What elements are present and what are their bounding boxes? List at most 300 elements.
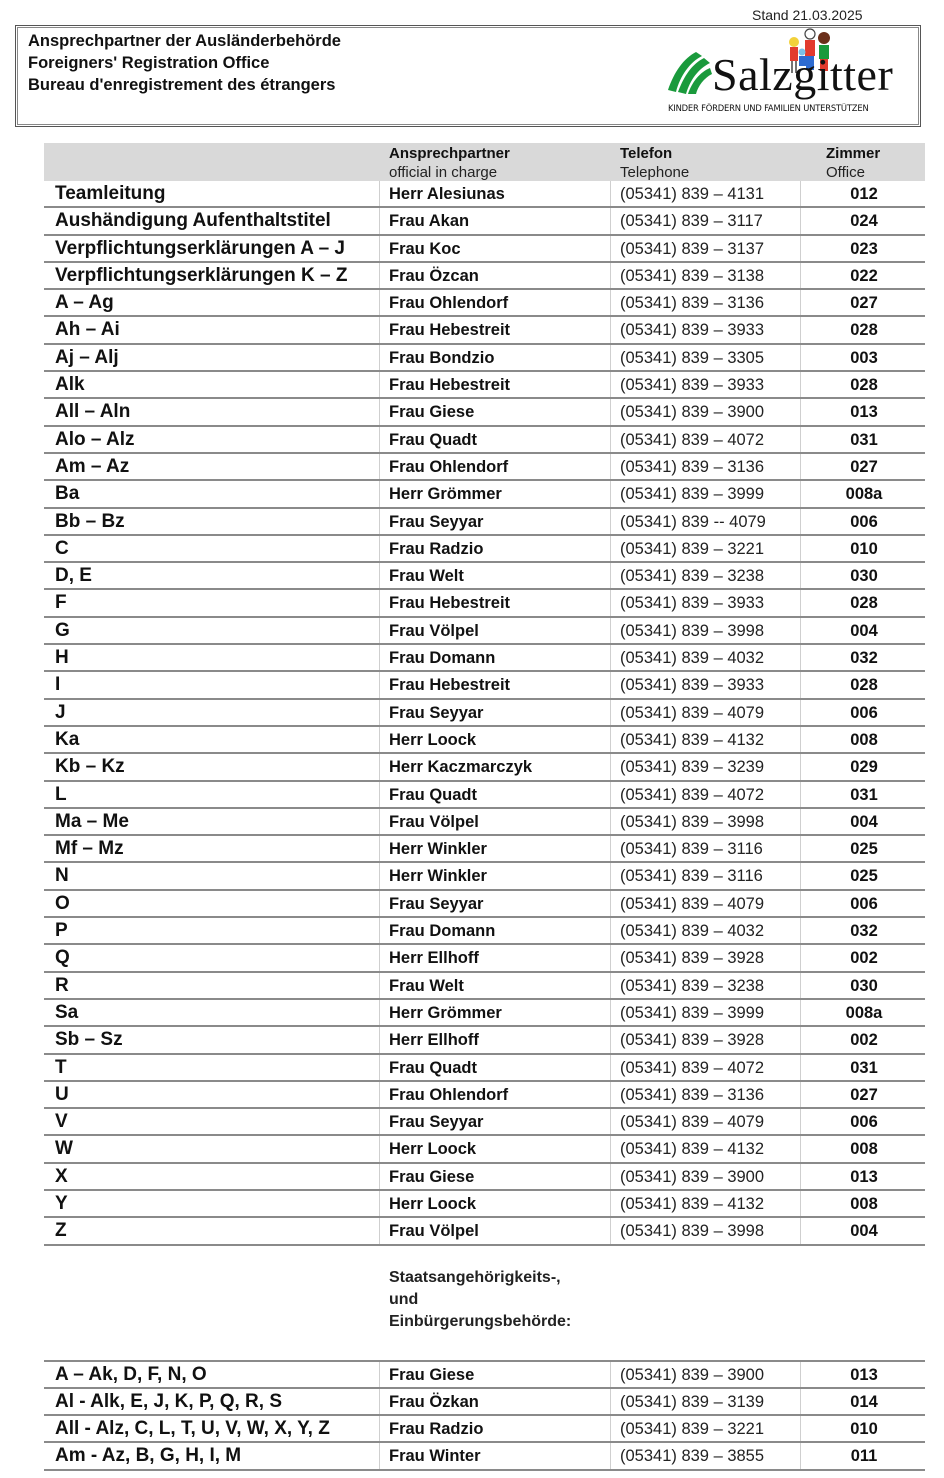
row-label: Verpflichtungserklärungen K – Z [55,264,348,286]
contact-name: Frau Hebestreit [389,376,511,395]
row-label: H [55,647,69,669]
row-label: Ba [55,483,80,505]
column-divider [800,1082,801,1107]
column-divider [800,317,801,342]
row-label: F [55,592,67,614]
room-number: 011 [850,1447,878,1466]
column-divider [610,945,611,970]
contact-name: Herr Loock [389,1140,477,1159]
table-row [44,1000,925,1027]
row-label: Q [55,947,70,969]
phone-number[interactable]: (05341) 839 – 3221 [620,539,765,558]
row-label: L [55,783,67,805]
column-divider [379,1000,380,1025]
row-label: Sa [55,1001,79,1023]
contact-name: Frau Welt [389,567,464,586]
table-row [44,645,925,672]
section2-table-body [44,1362,925,1471]
room-number: 014 [850,1392,878,1411]
table-row [44,836,925,863]
table-row [44,863,925,890]
column-divider [379,481,380,506]
phone-number[interactable]: (05341) 839 – 3238 [620,567,765,586]
column-divider [800,372,801,397]
contact-name: Frau Ohlendorf [389,457,509,476]
column-divider [800,1027,801,1052]
column-divider [610,290,611,315]
column-divider [610,1191,611,1216]
column-divider [800,836,801,861]
section2-title-line: Staatsangehörigkeits-, [389,1268,561,1286]
column-divider [610,891,611,916]
room-number: 027 [850,457,878,476]
column-divider [610,372,611,397]
phone-number[interactable]: (05341) 839 – 3933 [620,676,765,695]
phone-number[interactable]: (05341) 839 – 3117 [620,212,763,231]
row-label: V [55,1111,68,1133]
column-divider [800,590,801,615]
contact-name: Frau Akan [389,212,470,231]
logo-wordmark: Salzgitter [712,49,894,100]
room-number: 031 [850,1058,878,1077]
row-label: Am – Az [55,455,130,477]
column-divider [379,536,380,561]
table-row [44,1055,925,1082]
column-divider [610,481,611,506]
column-divider [379,454,380,479]
column-divider [800,945,801,970]
row-label: A – Ak, D, F, N, O [55,1363,207,1385]
column-divider [379,208,380,233]
column-divider [379,618,380,643]
column-divider [379,754,380,779]
table-row [44,973,925,1000]
column-divider [610,208,611,233]
column-divider [379,1164,380,1189]
row-label: I [55,674,61,696]
room-number: 031 [850,785,878,804]
contact-name: Frau Völpel [389,621,479,640]
column-divider [610,317,611,342]
row-label: Alo – Alz [55,428,135,450]
row-label: Teamleitung [55,183,166,204]
contact-name: Frau Hebestreit [389,321,511,340]
row-label: W [55,1138,73,1160]
column-divider [610,399,611,424]
phone-number[interactable]: (05341) 839 – 3136 [620,294,765,313]
table-row [44,945,925,972]
column-divider [610,1362,611,1387]
row-label: Bb – Bz [55,510,125,532]
green-stripes-icon [666,50,712,94]
column-divider [800,782,801,807]
room-number: 004 [850,621,878,640]
phone-number[interactable]: (05341) 839 – 3305 [620,348,765,367]
contact-name: Frau Bondzio [389,348,495,367]
room-number: 008a [845,1003,883,1022]
phone-number[interactable]: (05341) 839 – 3855 [620,1447,765,1466]
phone-number[interactable]: (05341) 839 – 4132 [620,1140,765,1159]
phone-number[interactable]: (05341) 839 – 3221 [620,1420,765,1439]
column-divider [379,700,380,725]
phone-number[interactable]: (05341) 839 – 4032 [620,922,765,941]
room-number: 028 [850,376,878,395]
contact-name: Frau Koc [389,239,461,258]
contact-name: Herr Alesiunas [389,185,505,203]
column-divider [610,836,611,861]
column-divider [610,590,611,615]
table-body [44,181,925,1246]
table-row [44,754,925,781]
room-number: 010 [850,539,878,558]
room-number: 032 [850,922,878,941]
row-label: All - Alz, C, L, T, U, V, W, X, Y, Z [55,1418,330,1440]
row-label: Al - Alk, E, J, K, P, Q, R, S [55,1390,283,1412]
contact-name: Frau Ohlendorf [389,1085,509,1104]
column-divider [379,1055,380,1080]
contact-name: Herr Loock [389,730,477,749]
table-row [44,454,925,481]
phone-number[interactable]: (05341) 839 – 4072 [620,430,765,449]
column-header-phone [620,144,689,182]
phone-number[interactable]: (05341) 839 – 3900 [620,403,765,422]
table-row [44,427,925,454]
room-number: 008 [850,730,878,749]
row-label: Ma – Me [55,810,129,832]
column-divider [800,236,801,261]
column-divider [800,1218,801,1243]
room-number: 006 [850,894,878,913]
phone-number[interactable]: (05341) 839 – 3999 [620,1003,765,1022]
column-header-room [826,144,880,182]
contacts-table [44,143,925,1471]
table-header [44,143,925,181]
column-divider [800,1109,801,1134]
row-label: Y [55,1192,68,1214]
contact-name: Frau Ohlendorf [389,294,509,313]
room-number: 025 [850,840,878,859]
contact-name: Frau Völpel [389,812,479,831]
column-divider [800,481,801,506]
column-divider [800,181,801,206]
row-label: Kb – Kz [55,756,125,778]
room-number: 024 [850,212,878,231]
column-divider [610,536,611,561]
column-divider [800,1443,801,1468]
column-divider [610,1136,611,1161]
section2-title-line: und [389,1290,419,1308]
column-divider [800,863,801,888]
column-header-phone-de: Telefon [620,145,673,162]
contact-name: Herr Grömmer [389,1003,502,1022]
column-divider [610,973,611,998]
column-header-room-en: Office [826,164,865,181]
table-row [44,372,925,399]
column-divider [610,918,611,943]
column-divider [800,290,801,315]
column-divider [800,618,801,643]
column-divider [379,236,380,261]
phone-number[interactable]: (05341) 839 – 4032 [620,649,765,668]
room-number: 006 [850,1113,878,1132]
row-label: R [55,974,69,996]
column-divider [379,317,380,342]
row-label: Sb – Sz [55,1029,123,1051]
phone-number[interactable]: (05341) 839 – 4131 [620,185,765,203]
row-label: J [55,701,66,723]
title-german: Ansprechpartner der Ausländerbehörde [28,32,341,50]
column-divider [800,263,801,288]
column-divider [800,1389,801,1414]
phone-number[interactable]: (05341) 839 – 3137 [620,239,765,258]
column-divider [800,399,801,424]
column-divider [800,891,801,916]
room-number: 002 [850,1031,878,1050]
column-divider [610,1416,611,1441]
table-row [44,590,925,617]
contact-name: Frau Quadt [389,430,478,449]
table-row [44,1191,925,1218]
stand-date: Stand 21.03.2025 [752,7,863,23]
phone-number[interactable]: (05341) 839 – 3238 [620,976,765,995]
column-divider [610,1055,611,1080]
column-header-contact-de: Ansprechpartner [389,145,510,162]
column-divider [800,536,801,561]
phone-number[interactable]: (05341) 839 – 3136 [620,457,765,476]
phone-number[interactable]: (05341) 839 – 3900 [620,1167,765,1186]
title-french: Bureau d'enregistrement des étrangers [28,76,336,94]
room-number: 030 [850,976,878,995]
column-divider [379,727,380,752]
row-label: All – Aln [55,401,131,423]
contact-name: Herr Kaczmarczyk [389,758,533,777]
table-row [44,672,925,699]
table-row [44,782,925,809]
row-label: P [55,920,68,942]
contact-name: Frau Giese [389,403,475,422]
table-row [44,1082,925,1109]
room-number: 023 [850,239,878,258]
table-row [44,290,925,317]
column-divider [379,918,380,943]
row-label: X [55,1165,68,1187]
contact-name: Herr Loock [389,1194,477,1213]
section2-heading [44,1246,925,1362]
column-divider [610,727,611,752]
phone-number[interactable]: (05341) 839 – 3998 [620,812,765,831]
row-label: Am - Az, B, G, H, I, M [55,1445,242,1467]
row-label: C [55,537,69,559]
column-divider [610,754,611,779]
phone-number[interactable]: (05341) 839 – 3139 [620,1392,765,1411]
room-number: 027 [850,1085,878,1104]
phone-number[interactable]: (05341) 839 – 3116 [620,840,763,859]
table-row [44,399,925,426]
column-divider [610,1164,611,1189]
table-row [44,181,925,208]
table-row [44,891,925,918]
table-row [44,1416,925,1443]
column-divider [610,700,611,725]
contact-name: Herr Winkler [389,840,487,859]
column-divider [610,1000,611,1025]
phone-number[interactable]: (05341) 839 – 3933 [620,376,765,395]
phone-number[interactable]: (05341) 839 – 3138 [620,266,765,285]
column-divider [379,263,380,288]
contact-name: Frau Radzio [389,1420,484,1439]
column-divider [379,836,380,861]
room-number: 002 [850,949,878,968]
phone-number[interactable]: (05341) 839 – 4079 [620,703,765,722]
contact-name: Frau Hebestreit [389,676,511,695]
column-divider [379,563,380,588]
row-label: Verpflichtungserklärungen A – J [55,237,346,259]
column-divider [610,1109,611,1134]
phone-number[interactable]: (05341) 839 – 3928 [620,1031,765,1050]
phone-number[interactable]: (05341) 839 – 3933 [620,321,765,340]
room-number: 008 [850,1194,878,1213]
column-divider [610,563,611,588]
column-divider [610,509,611,534]
column-divider [379,290,380,315]
phone-number[interactable]: (05341) 839 – 3928 [620,949,765,968]
table-row [44,918,925,945]
column-divider [800,563,801,588]
table-row [44,263,925,290]
table-row [44,700,925,727]
contact-name: Frau Winter [389,1447,481,1466]
phone-number[interactable]: (05341) 839 – 4079 [620,894,765,913]
phone-number[interactable]: (05341) 839 – 3998 [620,1222,765,1241]
column-divider [800,345,801,370]
column-divider [610,1082,611,1107]
row-label: U [55,1083,69,1105]
phone-number[interactable]: (05341) 839 – 4132 [620,1194,765,1213]
room-number: 008 [850,1140,878,1159]
column-divider [379,672,380,697]
room-number: 030 [850,567,878,586]
contact-name: Herr Winkler [389,867,487,886]
column-divider [610,1443,611,1468]
phone-number[interactable]: (05341) 839 – 3116 [620,867,763,886]
table-row [44,1218,925,1245]
contact-name: Herr Ellhoff [389,1031,479,1050]
phone-number[interactable]: (05341) 839 – 4072 [620,785,765,804]
room-number: 028 [850,676,878,695]
contact-name: Frau Domann [389,922,496,941]
column-divider [379,1416,380,1441]
table-row [44,208,925,235]
table-row [44,236,925,263]
row-label: G [55,619,70,641]
table-row [44,618,925,645]
column-divider [379,891,380,916]
row-label: Aj – Alj [55,346,119,368]
contact-name: Frau Seyyar [389,512,484,531]
title-english: Foreigners' Registration Office [28,54,270,72]
column-divider [379,1389,380,1414]
phone-number[interactable]: (05341) 839 – 4132 [620,730,765,749]
column-divider [610,863,611,888]
room-number: 010 [850,1420,878,1439]
phone-number[interactable]: (05341) 839 – 3900 [620,1365,765,1384]
contact-name: Frau Özcan [389,266,479,285]
table-row [44,809,925,836]
column-divider [800,1136,801,1161]
table-row [44,1164,925,1191]
table-row [44,1136,925,1163]
phone-number[interactable]: (05341) 839 – 3933 [620,594,765,613]
contact-name: Herr Grömmer [389,485,502,504]
column-divider [800,509,801,534]
column-divider [379,1218,380,1243]
phone-number[interactable]: (05341) 839 – 3998 [620,621,765,640]
column-divider [379,1191,380,1216]
phone-number[interactable]: (05341) 839 – 3999 [620,485,765,504]
column-divider [800,1416,801,1441]
row-label: T [55,1056,67,1078]
phone-number[interactable]: (05341) 839 – 3239 [620,758,765,777]
column-divider [610,181,611,206]
room-number: 025 [850,867,878,886]
row-label: D, E [55,565,92,587]
column-divider [800,427,801,452]
contact-name: Herr Ellhoff [389,949,479,968]
row-label: O [55,892,70,914]
row-label: Ka [55,728,80,750]
column-divider [610,263,611,288]
row-label: Alk [55,374,85,396]
column-divider [379,399,380,424]
phone-number[interactable]: (05341) 839 – 3136 [620,1085,765,1104]
column-divider [379,645,380,670]
room-number: 022 [850,266,878,285]
column-divider [610,454,611,479]
contact-name: Frau Giese [389,1365,475,1384]
room-number: 008a [845,485,883,504]
room-number: 004 [850,1222,878,1241]
column-divider [379,345,380,370]
phone-number[interactable]: (05341) 839 – 4079 [620,1113,765,1132]
contact-name: Frau Quadt [389,785,478,804]
phone-number[interactable]: (05341) 839 -- 4079 [620,512,766,531]
column-divider [800,700,801,725]
table-row [44,1389,925,1416]
table-row [44,481,925,508]
column-divider [800,973,801,998]
table-row [44,1109,925,1136]
header-box [15,25,921,127]
room-number: 006 [850,703,878,722]
column-divider [610,345,611,370]
room-number: 012 [850,185,878,203]
room-number: 003 [850,348,878,367]
column-divider [610,672,611,697]
phone-number[interactable]: (05341) 839 – 4072 [620,1058,765,1077]
table-row [44,1443,925,1470]
contact-name: Frau Seyyar [389,1113,484,1132]
column-divider [800,645,801,670]
room-number: 028 [850,594,878,613]
column-divider [379,590,380,615]
column-divider [610,1389,611,1414]
column-divider [800,1362,801,1387]
row-label: A – Ag [55,292,114,314]
contact-name: Frau Hebestreit [389,594,511,613]
column-divider [379,181,380,206]
table-row [44,509,925,536]
column-header-contact-en: official in charge [389,164,498,181]
